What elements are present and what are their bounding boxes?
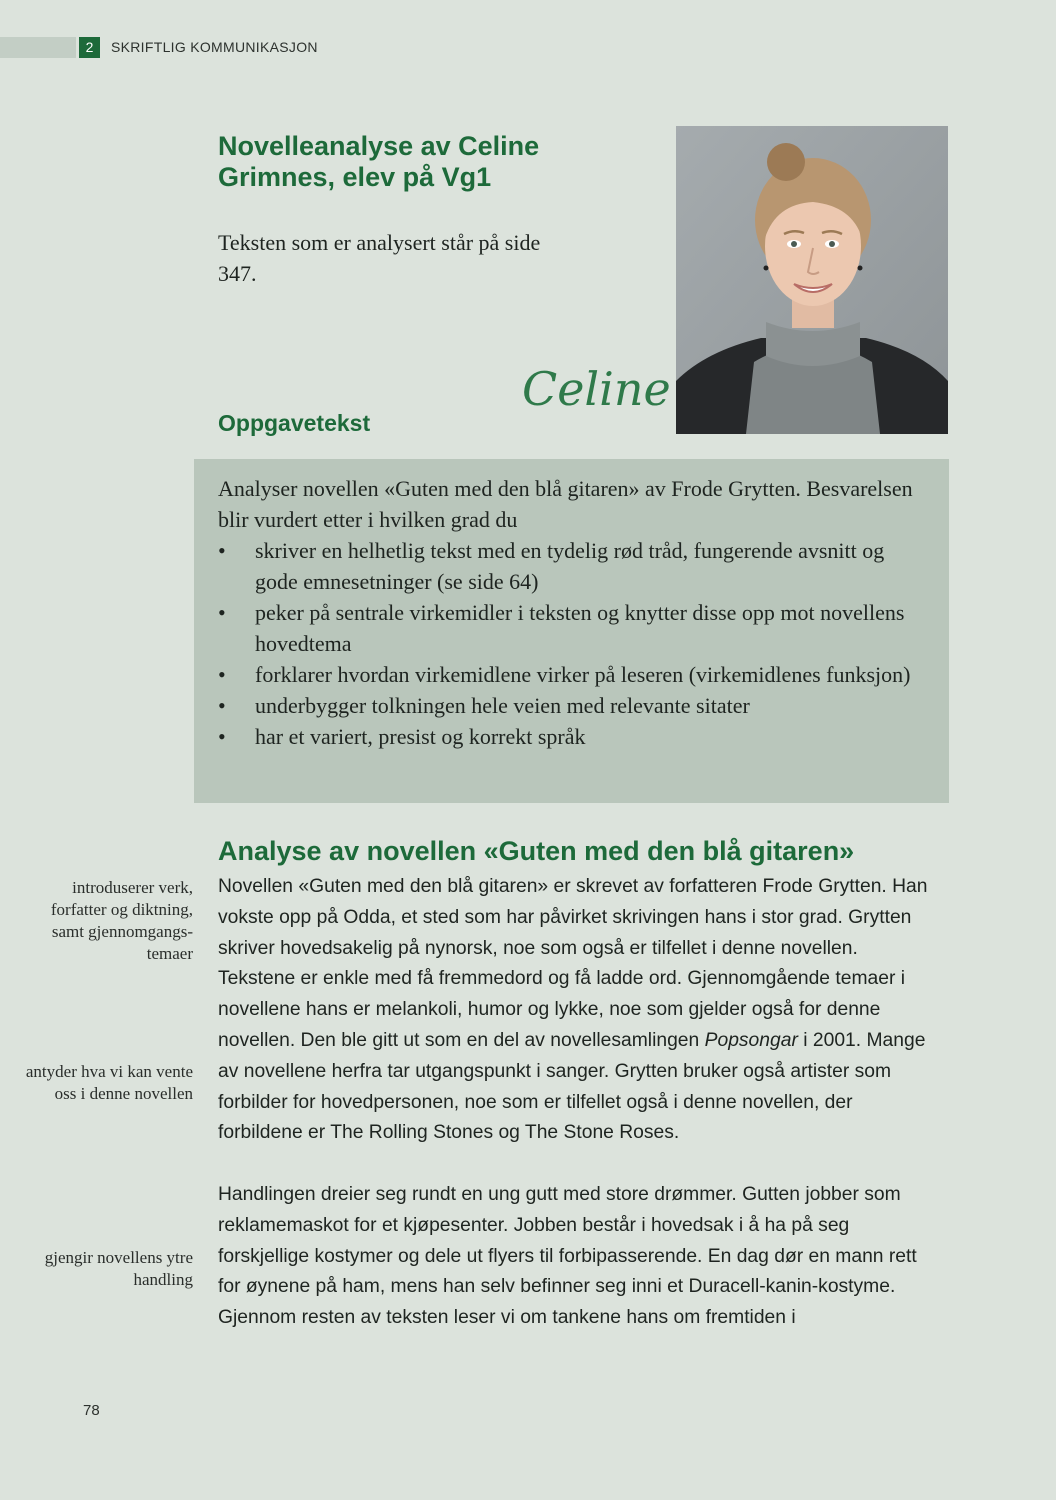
list-item: • skriver en helhetlig tekst med en tydelig rød tråd, fungerende avsnitt og gode emnesetninger (se side 64)	[218, 538, 885, 594]
analysis-paragraph-2: Handlingen dreier seg rundt en ung gutt med store drømmer. Gutten jobber som reklamemaskot for et kjøpesenter. Jobben består i hovedsak i å ha på seg forskjellige kostymer og dele ut flyers til forbipasserende. En dag dør en mann rett for øynene på ham, mens han selv befinner seg inni et Duracell-kanin-kostyme. Gjennom resten av teksten leser vi om tankene hans om fremtiden i	[218, 1184, 917, 1329]
analysis-heading: Analyse av novellen «Guten med den blå gitaren»	[218, 836, 855, 866]
intro-text: Teksten som er analysert står på side 347.	[218, 230, 541, 286]
page-number: 78	[83, 1402, 100, 1419]
chapter-number: 2	[79, 37, 100, 58]
list-item: • har et variert, presist og korrekt språk	[218, 724, 586, 749]
list-item: • underbygger tolkningen hele veien med relevante sitater	[218, 693, 750, 718]
student-photo	[676, 126, 948, 434]
task-box	[194, 459, 949, 803]
margin-note: introduserer verk, forfatter og diktning, samt gjennomgangs-temaer	[50, 878, 193, 963]
student-portrait-icon	[676, 126, 948, 434]
task-criteria-list	[218, 535, 918, 752]
chapter-title: SKRIFTLIG KOMMUNIKASJON	[111, 39, 318, 55]
header-accent-bar	[0, 37, 76, 58]
analysis-paragraph-1: Novellen «Guten med den blå gitaren» er skrevet av forfatteren Frode Grytten. Han vokste opp på Odda, et sted som har påvirket skrivingen hans i stor grad. Grytten skriver hovedsakelig på nynorsk, noe som også er tilfellet i denne novellen. Tekstene er enkle med få fremmedord og få ladde ord. Gjennomgående temaer i novellene hans er melankoli, humor og lykke, noe som gjelder også for denne novellen. Den ble gitt ut som en del av novellesamlingen Popsongar i 2001. Mange av novellene herfra tar utgangspunkt i sanger. Grytten bruker også artister som forbilder for hovedpersonen, noe som er tilfellet også i denne novellen, der forbildene er The Rolling Stones og The Stone Roses.	[218, 876, 928, 1144]
list-item: • peker på sentrale virkemidler i teksten og knytter disse opp mot novellens hovedtema	[218, 600, 905, 656]
page-title: Novelleanalyse av Celine Grimnes, elev på Vg1	[218, 131, 540, 192]
margin-note: antyder hva vi kan vente oss i denne novellen	[25, 1062, 193, 1103]
margin-note: gjengir novellens ytre handling	[44, 1248, 193, 1289]
list-item: • forklarer hvordan virkemidlene virker på leseren (virkemidlenes funksjon)	[218, 662, 911, 687]
task-heading: Oppgavetekst	[218, 410, 371, 436]
signature: Celine	[522, 362, 671, 416]
task-lead: Analyser novellen «Guten med den blå gitaren» av Frode Grytten. Besvarelsen blir vurdert etter i hvilken grad du	[218, 476, 913, 532]
